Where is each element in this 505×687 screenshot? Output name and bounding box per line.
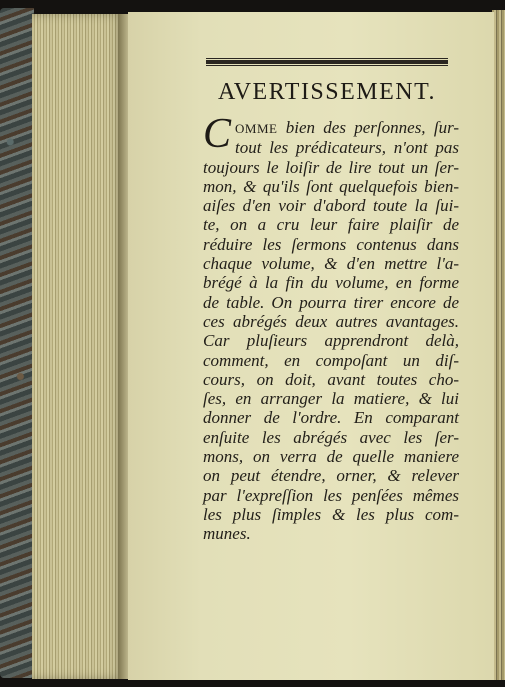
text-line: ces abrégés deux autres avantages. [203, 311, 459, 331]
text-line: ſes, en arranger la matiere, & lui [203, 389, 459, 409]
text-line: cours, on doit, avant toutes cho- [203, 369, 459, 389]
text-line-first [203, 118, 459, 138]
page-edges [32, 14, 126, 679]
first-line-text: bien des perſonnes, ſur- [285, 118, 460, 137]
page-title: AVERTISSEMENT. [217, 79, 436, 105]
text-line: te, on a cru leur faire plaiſir de [203, 215, 459, 235]
header-rule [206, 58, 448, 66]
text-line: mons, on verra de quelle maniere [203, 447, 459, 467]
book-page [128, 12, 494, 680]
drop-cap: C [203, 111, 232, 157]
text-line: munes. [203, 524, 251, 544]
marbled-cover [0, 8, 34, 678]
text-line: mon, & qu'ils ſont quelquefois bien- [203, 176, 459, 196]
text-line: on peut étendre, orner, & relever [203, 466, 459, 486]
body-text [203, 111, 460, 544]
text-line: aiſes d'en voir d'abord toute la ſui- [203, 196, 459, 216]
text-line: de table. On pourra tirer encore de [203, 292, 459, 312]
text-line: enſuite les abrégés avec les ſer- [203, 427, 459, 447]
text-line: réduire les ſermons contenus dans [203, 234, 459, 254]
first-word-smallcaps: OMME [235, 121, 278, 136]
text-line: par l'expreſſion les penſées mêmes [203, 485, 459, 505]
text-line: tout les prédicateurs, n'ont pas [235, 138, 459, 158]
text-line: les plus ſimples & les plus com- [203, 504, 459, 524]
text-line: donner de l'ordre. En comparant [203, 408, 459, 428]
text-line: brégé à la fin du volume, en forme [203, 273, 459, 293]
text-line: comment, en compoſant un diſ- [203, 350, 459, 370]
text-line: toujours le loiſir de lire tout un ſer- [203, 157, 459, 177]
text-line: Car pluſieurs apprendront delà, [203, 331, 459, 351]
text-line: chaque volume, & d'en mettre l'a- [203, 254, 459, 274]
